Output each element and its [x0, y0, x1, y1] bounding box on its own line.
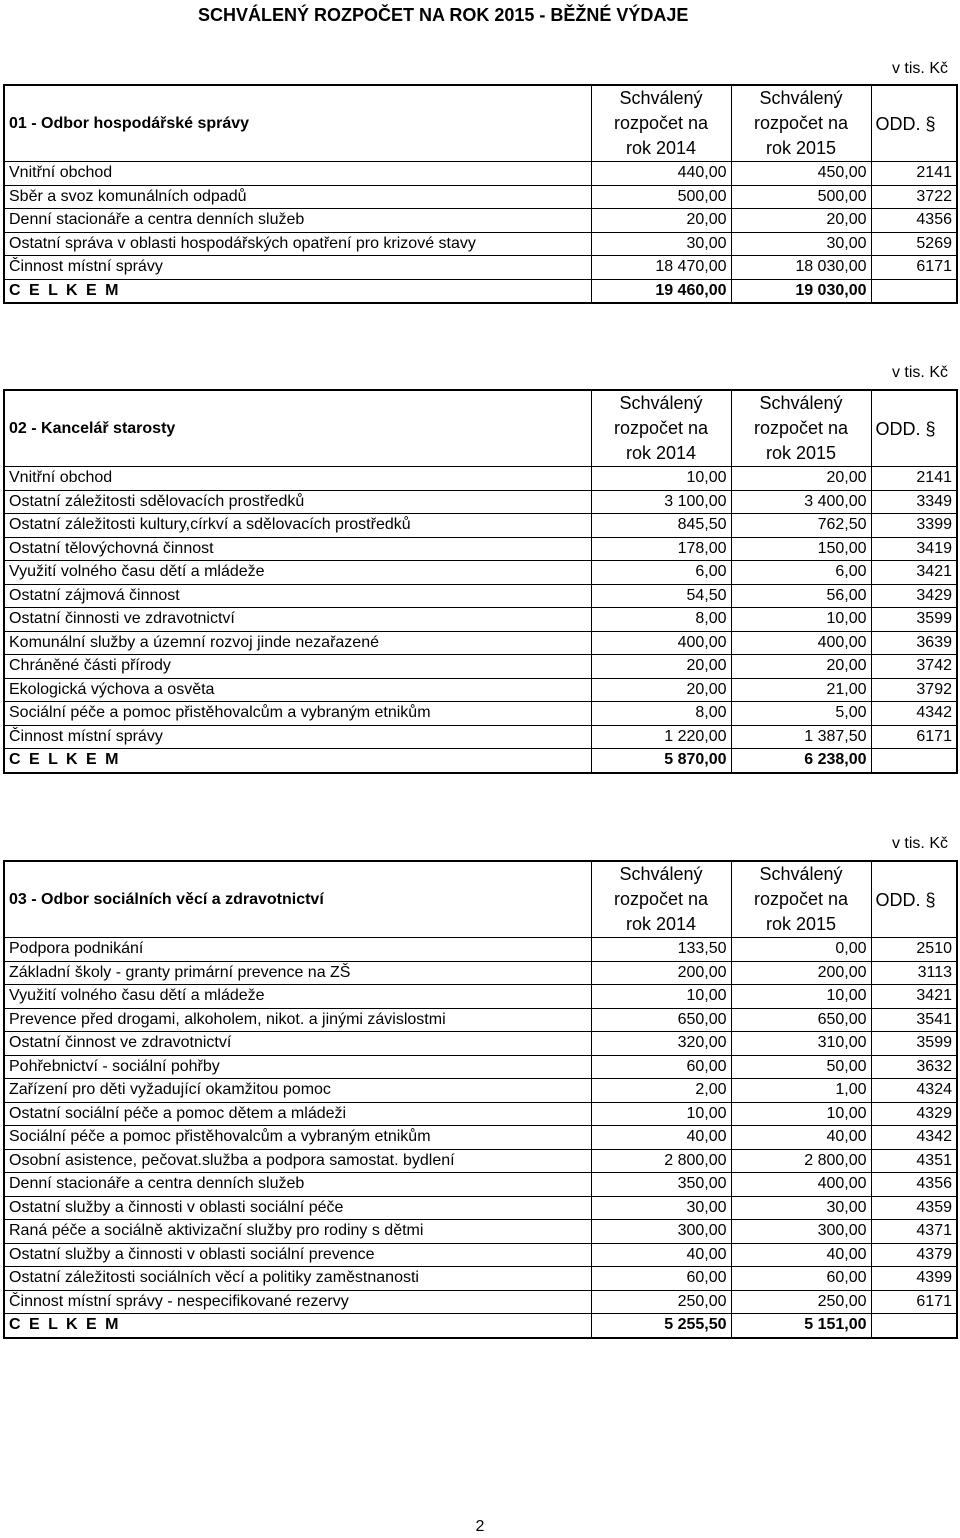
value-2015: 60,00 [731, 1267, 871, 1291]
total-label: C E L K E M [4, 1314, 591, 1338]
table-row [4, 1243, 957, 1267]
value-2014: 20,00 [591, 678, 731, 702]
total-row [4, 279, 957, 303]
odd-code: 3742 [871, 655, 957, 679]
value-2015: 400,00 [731, 631, 871, 655]
value-2015: 20,00 [731, 209, 871, 233]
table-row [4, 185, 957, 209]
column-header-line: rok 2014 [625, 914, 697, 934]
odd-code: 3113 [871, 961, 957, 985]
row-label: Činnost místní správy [4, 256, 591, 280]
value-2015: 150,00 [731, 537, 871, 561]
table-row [4, 1290, 957, 1314]
column-header-line: Schválený [619, 864, 703, 884]
row-label: Zařízení pro děti vyžadující okamžitou pomoc [4, 1079, 591, 1103]
value-2015: 21,00 [731, 678, 871, 702]
unit-label: v tis. Kč [891, 364, 948, 381]
odd-code: 3421 [871, 561, 957, 585]
column-header-line: rozpočet na [753, 418, 849, 438]
table-row [4, 514, 957, 538]
odd-code: 3349 [871, 490, 957, 514]
value-2015: 30,00 [731, 232, 871, 256]
value-2015: 3 400,00 [731, 490, 871, 514]
odd-code: 2141 [871, 467, 957, 491]
odd-code: 4342 [871, 1126, 957, 1150]
value-2014: 650,00 [591, 1008, 731, 1032]
value-2015: 6,00 [731, 561, 871, 585]
total-2015: 5 151,00 [731, 1314, 871, 1338]
value-2015: 5,00 [731, 702, 871, 726]
odd-code: 3599 [871, 608, 957, 632]
value-2015: 762,50 [731, 514, 871, 538]
table-row [4, 961, 957, 985]
odd-code: 3541 [871, 1008, 957, 1032]
odd-code: 4342 [871, 702, 957, 726]
value-2015: 500,00 [731, 185, 871, 209]
value-2015: 30,00 [731, 1196, 871, 1220]
column-header-line: rozpočet na [613, 889, 709, 909]
row-label: Prevence před drogami, alkoholem, nikot. a jinými závislostmi [4, 1008, 591, 1032]
value-2015: 0,00 [731, 938, 871, 962]
value-2015: 50,00 [731, 1055, 871, 1079]
value-2014: 30,00 [591, 1196, 731, 1220]
value-2014: 40,00 [591, 1126, 731, 1150]
row-label: Sociální péče a pomoc přistěhovalcům a vybraným etnikům [4, 702, 591, 726]
value-2014: 10,00 [591, 1102, 731, 1126]
row-label: Denní stacionáře a centra denních služeb [4, 1173, 591, 1197]
odd-code: 3419 [871, 537, 957, 561]
odd-code: 4399 [871, 1267, 957, 1291]
column-header-line: rozpočet na [613, 418, 709, 438]
odd-code: 3429 [871, 584, 957, 608]
table-header-row [4, 390, 957, 467]
budget-table-02 [3, 389, 958, 774]
table-row [4, 1055, 957, 1079]
value-2014: 8,00 [591, 702, 731, 726]
column-header-line: rozpočet na [613, 113, 709, 133]
value-2014: 54,50 [591, 584, 731, 608]
odd-code: 4379 [871, 1243, 957, 1267]
odd-code: 3421 [871, 985, 957, 1009]
table-row [4, 1149, 957, 1173]
value-2014: 133,50 [591, 938, 731, 962]
table-row [4, 1102, 957, 1126]
row-label: Ostatní záležitosti sdělovacích prostředků [4, 490, 591, 514]
value-2014: 178,00 [591, 537, 731, 561]
table-row [4, 1008, 957, 1032]
value-2014: 8,00 [591, 608, 731, 632]
total-label: C E L K E M [4, 749, 591, 773]
odd-code: 4356 [871, 1173, 957, 1197]
odd-code: 4371 [871, 1220, 957, 1244]
table-row [4, 561, 957, 585]
value-2015: 300,00 [731, 1220, 871, 1244]
row-label: Ostatní záležitosti kultury,církví a sdělovacích prostředků [4, 514, 591, 538]
value-2015: 650,00 [731, 1008, 871, 1032]
row-label: Podpora podnikání [4, 938, 591, 962]
table-row [4, 162, 957, 186]
column-header-2015 [731, 390, 871, 467]
value-2014: 30,00 [591, 232, 731, 256]
value-2014: 10,00 [591, 467, 731, 491]
value-2014: 60,00 [591, 1055, 731, 1079]
column-header-odd: ODD. § [871, 85, 957, 162]
value-2015: 40,00 [731, 1126, 871, 1150]
table-header-row [4, 861, 957, 938]
row-label: Osobní asistence, pečovat.služba a podpora samostat. bydlení [4, 1149, 591, 1173]
value-2014: 60,00 [591, 1267, 731, 1291]
table-row [4, 1196, 957, 1220]
column-header-odd: ODD. § [871, 861, 957, 938]
total-row [4, 1314, 957, 1338]
table-row [4, 702, 957, 726]
value-2015: 450,00 [731, 162, 871, 186]
unit-label: v tis. Kč [891, 60, 948, 77]
row-label: Vnitřní obchod [4, 162, 591, 186]
value-2015: 10,00 [731, 985, 871, 1009]
table-row [4, 631, 957, 655]
value-2014: 3 100,00 [591, 490, 731, 514]
row-label: Denní stacionáře a centra denních služeb [4, 209, 591, 233]
value-2014: 40,00 [591, 1243, 731, 1267]
total-odd-empty [871, 279, 957, 303]
odd-code: 2510 [871, 938, 957, 962]
odd-code: 4356 [871, 209, 957, 233]
odd-code: 4329 [871, 1102, 957, 1126]
odd-code: 6171 [871, 256, 957, 280]
table-row [4, 725, 957, 749]
column-header-line: Schválený [619, 88, 703, 108]
row-label: Vnitřní obchod [4, 467, 591, 491]
value-2014: 2 800,00 [591, 1149, 731, 1173]
row-label: Ostatní služby a činnosti v oblasti sociální prevence [4, 1243, 591, 1267]
row-label: Ostatní správa v oblasti hospodářských opatření pro krizové stavy [4, 232, 591, 256]
total-label: C E L K E M [4, 279, 591, 303]
column-header-odd: ODD. § [871, 390, 957, 467]
value-2014: 1 220,00 [591, 725, 731, 749]
odd-code: 6171 [871, 725, 957, 749]
value-2015: 20,00 [731, 467, 871, 491]
value-2014: 10,00 [591, 985, 731, 1009]
value-2015: 40,00 [731, 1243, 871, 1267]
odd-code: 6171 [871, 1290, 957, 1314]
odd-code: 3639 [871, 631, 957, 655]
row-label: Využití volného času dětí a mládeže [4, 985, 591, 1009]
value-2015: 56,00 [731, 584, 871, 608]
odd-code: 3722 [871, 185, 957, 209]
table-row [4, 232, 957, 256]
total-2014: 5 870,00 [591, 749, 731, 773]
value-2014: 350,00 [591, 1173, 731, 1197]
odd-code: 4351 [871, 1149, 957, 1173]
column-header-line: rok 2015 [765, 914, 837, 934]
value-2014: 440,00 [591, 162, 731, 186]
value-2014: 6,00 [591, 561, 731, 585]
odd-code: 3792 [871, 678, 957, 702]
odd-code: 3632 [871, 1055, 957, 1079]
value-2014: 320,00 [591, 1032, 731, 1056]
table-row [4, 584, 957, 608]
value-2015: 20,00 [731, 655, 871, 679]
column-header-line: rok 2014 [625, 443, 697, 463]
row-label: Využití volného času dětí a mládeže [4, 561, 591, 585]
row-label: Základní školy - granty primární prevence na ZŠ [4, 961, 591, 985]
table-row [4, 467, 957, 491]
row-label: Ostatní sociální péče a pomoc dětem a mládeži [4, 1102, 591, 1126]
row-label: Činnost místní správy [4, 725, 591, 749]
row-label: Činnost místní správy - nespecifikované rezervy [4, 1290, 591, 1314]
value-2014: 845,50 [591, 514, 731, 538]
section-title: 02 - Kancelář starosty [4, 390, 591, 467]
table-row [4, 1126, 957, 1150]
row-label: Ostatní služby a činnosti v oblasti sociální péče [4, 1196, 591, 1220]
column-header-2014 [591, 85, 731, 162]
table-row [4, 985, 957, 1009]
column-header-line: rozpočet na [753, 889, 849, 909]
value-2014: 20,00 [591, 655, 731, 679]
table-row [4, 209, 957, 233]
value-2014: 2,00 [591, 1079, 731, 1103]
value-2015: 1,00 [731, 1079, 871, 1103]
value-2014: 300,00 [591, 1220, 731, 1244]
total-2015: 19 030,00 [731, 279, 871, 303]
odd-code: 5269 [871, 232, 957, 256]
value-2015: 200,00 [731, 961, 871, 985]
table-row [4, 1032, 957, 1056]
column-header-line: rok 2015 [765, 138, 837, 158]
value-2014: 500,00 [591, 185, 731, 209]
column-header-2014 [591, 390, 731, 467]
value-2015: 2 800,00 [731, 1149, 871, 1173]
table-row [4, 1220, 957, 1244]
page-number: 2 [475, 1518, 485, 1535]
value-2015: 310,00 [731, 1032, 871, 1056]
row-label: Ostatní tělovýchovná činnost [4, 537, 591, 561]
section-title: 01 - Odbor hospodářské správy [4, 85, 591, 162]
unit-label: v tis. Kč [891, 835, 948, 852]
column-header-line: rok 2014 [625, 138, 697, 158]
total-row [4, 749, 957, 773]
column-header-line: Schválený [759, 393, 843, 413]
value-2014: 20,00 [591, 209, 731, 233]
row-label: Pohřebnictví - sociální pohřby [4, 1055, 591, 1079]
table-row [4, 608, 957, 632]
column-header-line: rozpočet na [753, 113, 849, 133]
total-odd-empty [871, 749, 957, 773]
document-title: SCHVÁLENÝ ROZPOČET NA ROK 2015 - BĚŽNÉ VÝDAJE [198, 5, 689, 25]
row-label: Ekologická výchova a osvěta [4, 678, 591, 702]
row-label: Ostatní činnost ve zdravotnictví [4, 1032, 591, 1056]
odd-code: 3599 [871, 1032, 957, 1056]
odd-code: 4324 [871, 1079, 957, 1103]
total-2015: 6 238,00 [731, 749, 871, 773]
budget-table-03 [3, 860, 958, 1339]
table-row [4, 1079, 957, 1103]
column-header-2014 [591, 861, 731, 938]
budget-table-01 [3, 84, 958, 304]
total-2014: 5 255,50 [591, 1314, 731, 1338]
row-label: Ostatní činnosti ve zdravotnictví [4, 608, 591, 632]
column-header-2015 [731, 861, 871, 938]
row-label: Ostatní záležitosti sociálních věcí a politiky zaměstnanosti [4, 1267, 591, 1291]
value-2014: 250,00 [591, 1290, 731, 1314]
table-row [4, 537, 957, 561]
row-label: Raná péče a sociálně aktivizační služby pro rodiny s dětmi [4, 1220, 591, 1244]
value-2014: 18 470,00 [591, 256, 731, 280]
value-2014: 200,00 [591, 961, 731, 985]
row-label: Sběr a svoz komunálních odpadů [4, 185, 591, 209]
row-label: Ostatní zájmová činnost [4, 584, 591, 608]
table-header-row [4, 85, 957, 162]
row-label: Sociální péče a pomoc přistěhovalcům a vybraným etnikům [4, 1126, 591, 1150]
value-2015: 10,00 [731, 608, 871, 632]
value-2015: 400,00 [731, 1173, 871, 1197]
table-row [4, 678, 957, 702]
row-label: Chráněné části přírody [4, 655, 591, 679]
value-2015: 10,00 [731, 1102, 871, 1126]
total-odd-empty [871, 1314, 957, 1338]
odd-code: 2141 [871, 162, 957, 186]
total-2014: 19 460,00 [591, 279, 731, 303]
column-header-line: Schválený [759, 88, 843, 108]
value-2014: 400,00 [591, 631, 731, 655]
table-row [4, 1267, 957, 1291]
table-row [4, 1173, 957, 1197]
odd-code: 4359 [871, 1196, 957, 1220]
value-2015: 1 387,50 [731, 725, 871, 749]
row-label: Komunální služby a územní rozvoj jinde nezařazené [4, 631, 591, 655]
table-row [4, 938, 957, 962]
section-title: 03 - Odbor sociálních věcí a zdravotnictví [4, 861, 591, 938]
column-header-2015 [731, 85, 871, 162]
value-2015: 250,00 [731, 1290, 871, 1314]
column-header-line: Schválený [759, 864, 843, 884]
odd-code: 3399 [871, 514, 957, 538]
table-row [4, 655, 957, 679]
column-header-line: Schválený [619, 393, 703, 413]
value-2015: 18 030,00 [731, 256, 871, 280]
table-row [4, 490, 957, 514]
column-header-line: rok 2015 [765, 443, 837, 463]
table-row [4, 256, 957, 280]
